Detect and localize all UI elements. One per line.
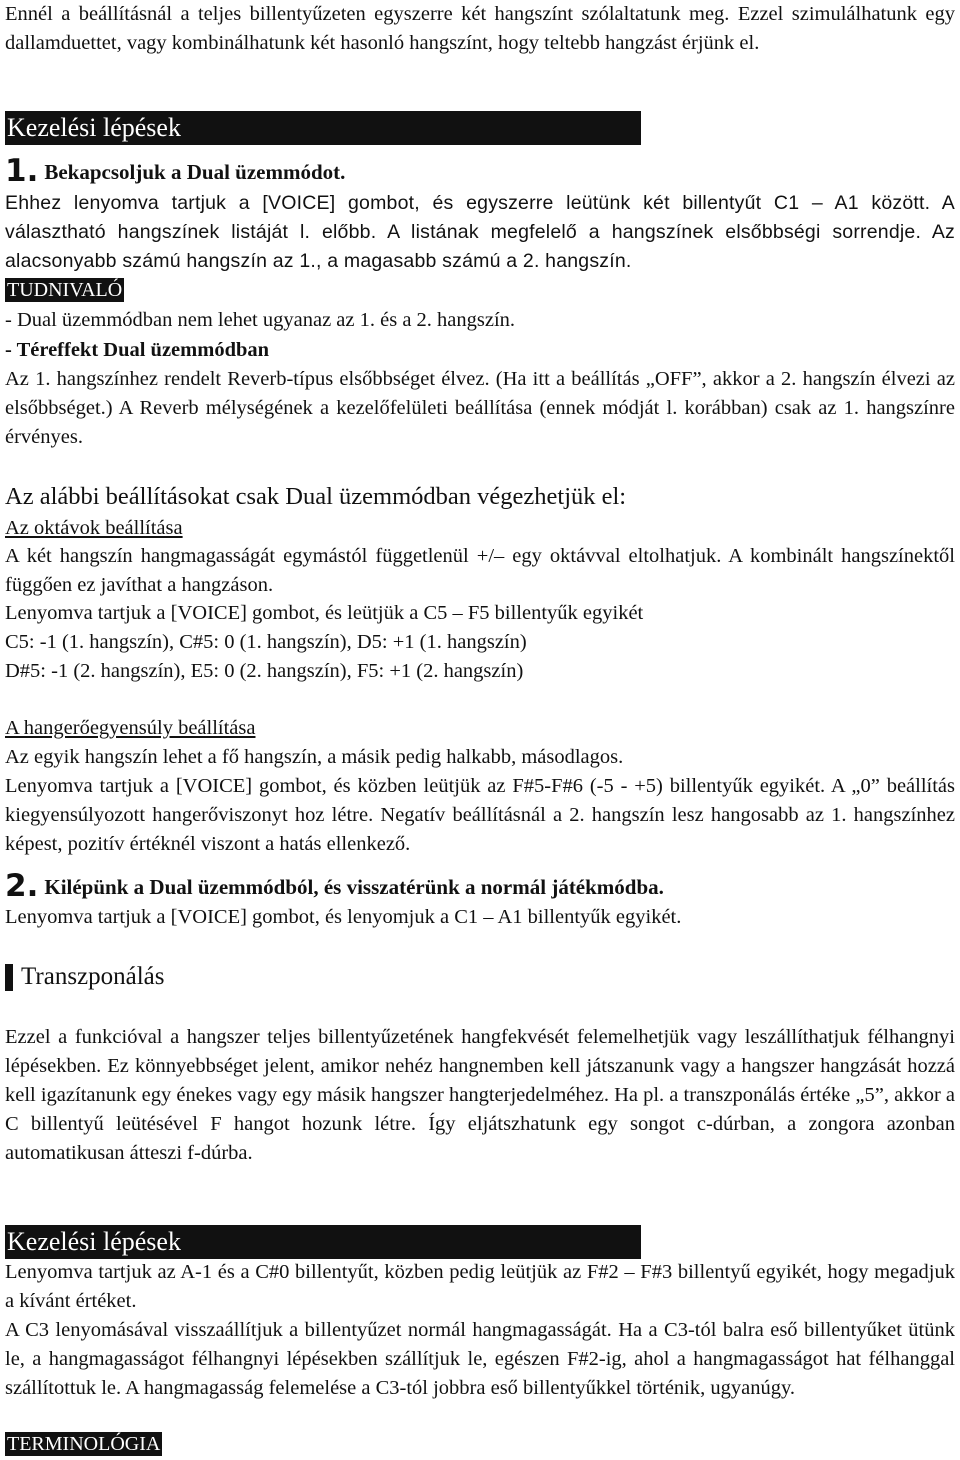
step-title: Kilépünk a Dual üzemmódból, és visszatérünk a normál játékmódba. [44,875,664,899]
banner-title: Kezelési lépések [7,113,181,142]
note-subtitle: - Téreffekt Dual üzemmódban [5,339,270,361]
section-banner-kezelesi-lepesek [5,111,641,145]
balance-text: Lenyomva tartjuk a [VOICE] gombot, és közben leütjük az F#5-F#6 (-5 - +5) billentyűk egyikét. A „0” beállítás kiegyensúlyozott hangerőviszonyt hoz létre. Negatív beállításnál a 2. hangszín lesz hangosabb az 1. hangszínhez képest, pozitív értéknél viszont a hatás ellenkező. [5,775,955,855]
terminology-label: TERMINOLÓGIA [7,1433,161,1455]
octave-line: C5: -1 (1. hangszín), C#5: 0 (1. hangszín), D5: +1 (1. hangszín) [5,631,527,653]
note-text: Az 1. hangszínhez rendelt Reverb-típus elsőbbséget élvez. (Ha itt a beállítás „OFF”, akkor a 2. hangszín élvezi az elsőbbséget.) A Reverb mélységének a kezelőfelületi beállítása (ennek módját l. korábban) csak az 1. hangszínre érvényes. [5,368,955,448]
settings-heading: Az alábbi beállításokat csak Dual üzemmódban végezhetjük el: [5,483,627,510]
step-2-text: Lenyomva tartjuk a [VOICE] gombot, és lenyomjuk a C1 – A1 billentyűk egyikét. [5,906,682,928]
octave-line: Lenyomva tartjuk a [VOICE] gombot, és leütjük a C5 – F5 billentyűk egyikét [5,602,644,624]
transpose-text: Ezzel a funkcióval a hangszer teljes billentyűzetének hangfekvését felemelhetjük vagy leszállíthatjuk félhangnyi lépésekben. Ez könnyebbséget jelent, amikor nehéz hangnemben kell játszanunk vagy a hangszer hangzását hozzá kell igazítanunk egy énekes vagy egy másik hangszer hangterjedelméhez. Ha pl. a transzponálás értéke „5”, akkor a C billentyű leütésével F hangot hozunk létre. Így eljátszhatunk egy songot c-dúrban, a zongora azonban automatikusan átteszi f-dúrba. [5,1026,955,1164]
octave-line: D#5: -1 (2. hangszín), E5: 0 (2. hangszín), F5: +1 (2. hangszín) [5,660,524,682]
balance-title: A hangerőegyensúly beállítása [5,717,256,739]
step-2-heading [5,870,664,903]
transpose-title: Transzponálás [21,963,165,990]
step-number: 1. [5,153,39,189]
transpose-steps-text: A C3 lenyomásával visszaállítjuk a billentyűzet normál hangmagasságát. Ha a C3-tól balra eső billentyűket ütünk le, a hangmagasságot félhangnyi lépésekben szállítjuk le, egészen F#2-ig, ahol a hangmagasságot hat félhanggal szállítottuk le. A hangmagasság felemelése a C3-tól jobbra eső billentyűkkel történik, ugyanúgy. [5,1319,955,1399]
heading-bar [5,964,13,991]
transpose-heading [5,960,165,994]
note-label: TUDNIVALÓ [7,279,123,301]
intro-paragraph: Ennél a beállításnál a teljes billentyűzeten egyszerre két hangszínt szólaltatunk meg. Ezzel szimulálhatunk egy dallamduettet, vagy kombinálhatunk két hasonló hangszínt, hogy teltebb hangzást érjünk el. [5,3,955,54]
transpose-steps-text: Lenyomva tartjuk az A-1 és a C#0 billentyűt, közben pedig leütjük az F#2 – F#3 billentyű egyikét, hogy megadjuk a kívánt értéket. [5,1261,955,1312]
banner-title: Kezelési lépések [7,1227,181,1256]
section-banner-kezelesi-lepesek [5,1225,641,1259]
octave-text: A két hangszín hangmagasságát egymástól függetlenül +/– egy oktávval eltolhatjuk. A kombinált hangszínektől függően ez javíthat a hangzáson. [5,545,955,596]
note-line: - Dual üzemmódban nem lehet ugyanaz az 1. és a 2. hangszín. [5,309,516,331]
step-title: Bekapcsoljuk a Dual üzemmódot. [44,160,346,184]
balance-line: Az egyik hangszín lehet a fő hangszín, a másik pedig halkabb, másodlagos. [5,746,624,768]
note-label-row [5,278,124,302]
step-1-heading [5,155,345,188]
step-1-text: Ehhez lenyomva tartjuk a [VOICE] gombot, és egyszerre leütünk két billentyűt C1 – A1 között. A választható hangszínek listáját l. előbb. A listának megfelelő a hangszínek elsőbbségi sorrendje. Az alacsonyabb számú hangszín az 1., a magasabb számú a 2. hangszín. [5,192,955,272]
terminology-label-row [5,1432,162,1456]
octave-title: Az oktávok beállítása [5,517,183,539]
step-number: 2. [5,868,39,904]
